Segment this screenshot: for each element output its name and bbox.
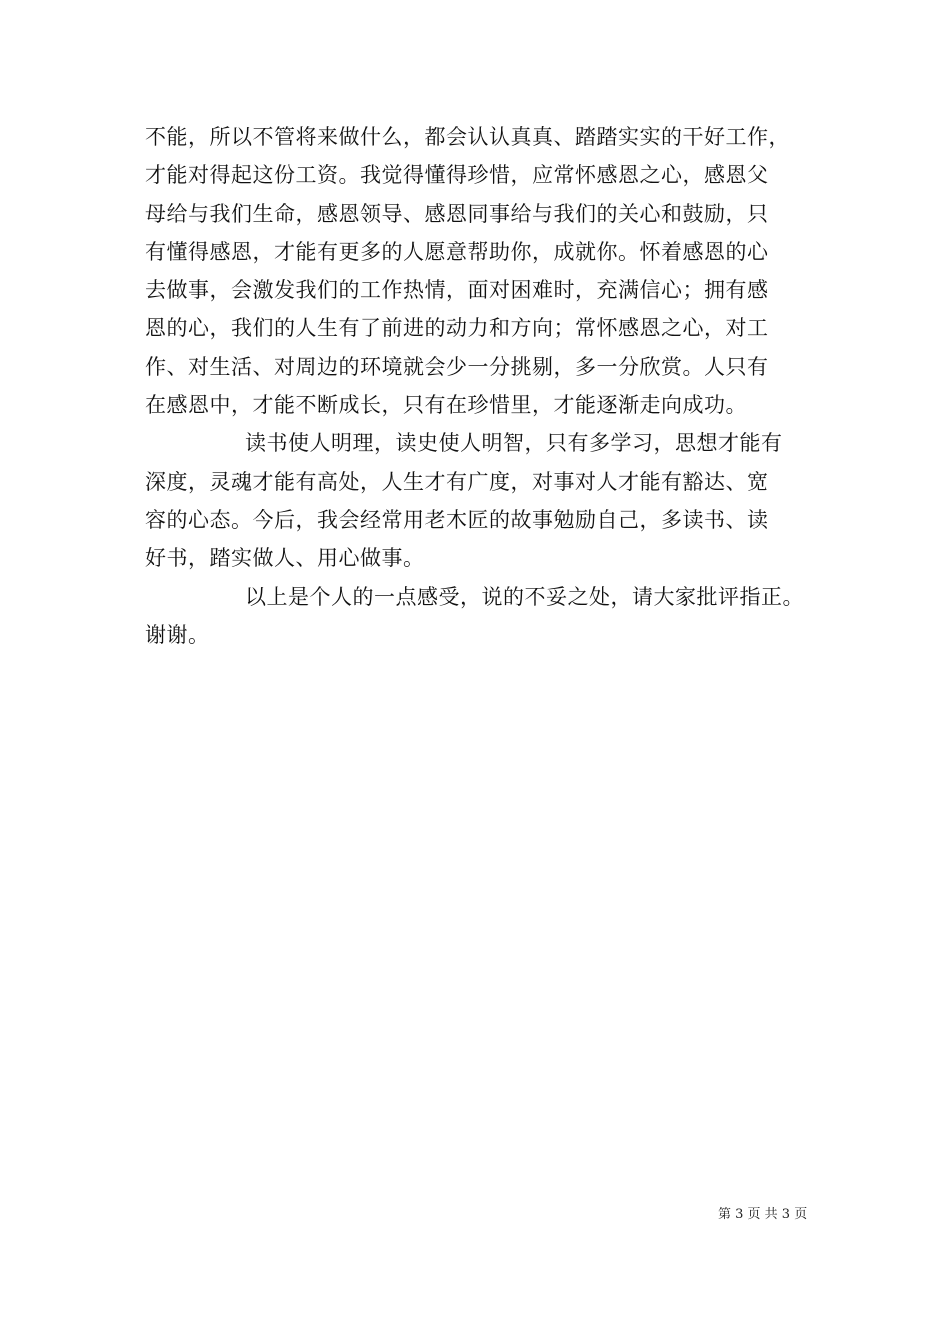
text-line: 容的心态。今后，我会经常用老木匠的故事勉励自己，多读书、读 — [145, 507, 769, 532]
paragraph-start-line: 以上是个人的一点感受，说的不妥之处，请大家批评指正。 — [245, 584, 804, 609]
text-line: 深度，灵魂才能有高处，人生才有广度，对事对人才能有豁达、宽 — [145, 469, 769, 494]
paragraph-start-line: 读书使人明理，读史使人明智，只有多学习，思想才能有 — [245, 431, 783, 456]
text-line: 恩的心，我们的人生有了前进的动力和方向；常怀感恩之心，对工 — [145, 316, 769, 341]
text-line: 作、对生活、对周边的环境就会少一分挑剔，多一分欣赏。人只有 — [145, 354, 769, 379]
text-line: 不能，所以不管将来做什么，都会认认真真、踏踏实实的干好工作， — [145, 125, 790, 149]
text-line: 才能对得起这份工资。我觉得懂得珍惜，应常怀感恩之心，感恩父 — [145, 163, 769, 188]
body-text — [145, 118, 825, 654]
text-line: 在感恩中，才能不断成长，只有在珍惜里，才能逐渐走向成功。 — [145, 393, 747, 418]
text-line: 去做事，会激发我们的工作热情，面对困难时，充满信心；拥有感 — [145, 278, 769, 303]
page-number: 第 3 页 共 3 页 — [718, 1207, 808, 1222]
text-line: 有懂得感恩，才能有更多的人愿意帮助你，成就你。怀着感恩的心 — [145, 239, 769, 264]
text-line: 母给与我们生命，感恩领导、感恩同事给与我们的关心和鼓励，只 — [145, 201, 769, 226]
text-line: 谢谢。 — [145, 622, 210, 647]
text-line: 好书，踏实做人、用心做事。 — [145, 546, 425, 571]
